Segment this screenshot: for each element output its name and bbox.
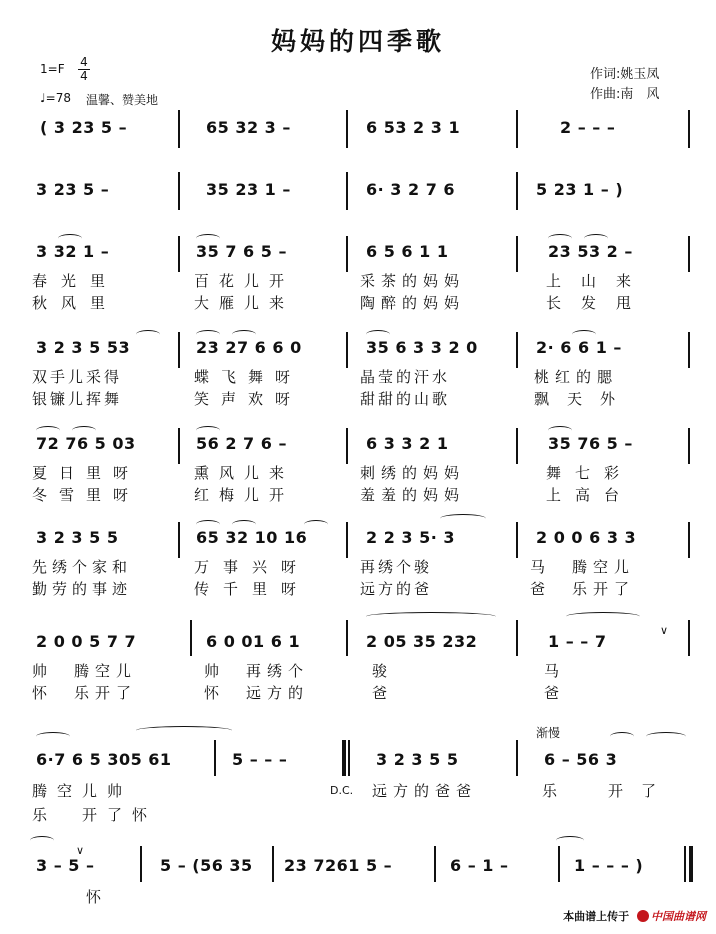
dc-marking: D.C. bbox=[330, 784, 354, 797]
lyric-verse-2: 怀 乐开了 bbox=[32, 684, 138, 702]
barline bbox=[516, 620, 518, 656]
barline bbox=[178, 332, 180, 368]
lyric-verse-2: 长发甩 bbox=[546, 294, 652, 312]
measure-notes: 5 23 1 – ) bbox=[536, 180, 624, 199]
lyric-verse-1: 远方的爸爸 bbox=[372, 782, 478, 800]
barline bbox=[178, 172, 180, 210]
lyric-verse-1: 百花儿开 bbox=[194, 272, 295, 290]
lyric-verse-1: 乐 开了 bbox=[542, 782, 675, 800]
composer-credit: 作曲:南 风 bbox=[590, 87, 660, 102]
lyric-verse-2: 怀 远方的 bbox=[204, 684, 310, 702]
measure-notes: 2 05 35 232 bbox=[366, 632, 478, 651]
upload-text: 本曲谱上传于 bbox=[563, 910, 630, 923]
slur bbox=[304, 520, 328, 529]
barline bbox=[178, 428, 180, 464]
barline bbox=[516, 522, 518, 558]
slur bbox=[556, 836, 584, 845]
lyric-verse-1: 采茶的妈妈 bbox=[360, 272, 466, 290]
barline bbox=[272, 846, 274, 882]
lyric-verse-1: 夏日里呀 bbox=[32, 464, 141, 482]
barline bbox=[558, 846, 560, 882]
measure-notes: 35 23 1 – bbox=[206, 180, 291, 199]
measure-notes: 5 – – – bbox=[232, 750, 288, 769]
lyric-verse-2: 爸 bbox=[544, 684, 561, 702]
measure-notes: 3 2 3 5 5 bbox=[36, 528, 119, 547]
lyric-verse-1: 马 腾空儿 bbox=[530, 558, 636, 576]
barline bbox=[516, 740, 518, 776]
measure-notes: 3 – 5 – bbox=[36, 856, 95, 875]
lyric-verse-2: 勤劳的事迹 bbox=[32, 580, 133, 598]
lyric-verse-2: 爸 bbox=[372, 684, 389, 702]
barline bbox=[346, 110, 348, 148]
barline bbox=[346, 620, 348, 656]
barline bbox=[688, 332, 690, 368]
ritardando-marking: 渐慢 bbox=[536, 726, 561, 740]
barline bbox=[516, 428, 518, 464]
barline bbox=[178, 110, 180, 148]
lyric-verse-2: 红梅儿开 bbox=[194, 486, 295, 504]
site-name: 中国曲谱网 bbox=[651, 910, 706, 923]
measure-notes: 3 2 3 5 53 bbox=[36, 338, 131, 357]
slur bbox=[30, 836, 54, 845]
expression-marking: 温馨、赞美地 bbox=[86, 93, 159, 107]
measure-notes: 2· 6 6 1 – bbox=[536, 338, 622, 357]
measure-notes: 3 23 5 – bbox=[36, 180, 110, 199]
barline bbox=[178, 522, 180, 558]
lyric-verse-1: 怀 bbox=[86, 888, 103, 906]
barline bbox=[688, 522, 690, 558]
lyricist-credit: 作词:姚玉凤 bbox=[590, 67, 660, 82]
measure-notes: 6 – 56 3 bbox=[544, 750, 618, 769]
time-signature bbox=[78, 56, 90, 83]
lyric-verse-2: 陶醉的妈妈 bbox=[360, 294, 466, 312]
barline bbox=[346, 522, 348, 558]
measure-notes: 35 6 3 3 2 0 bbox=[366, 338, 478, 357]
slur bbox=[136, 330, 160, 339]
barline bbox=[346, 428, 348, 464]
barline bbox=[516, 236, 518, 272]
barline bbox=[346, 332, 348, 368]
barline bbox=[516, 110, 518, 148]
barline bbox=[684, 846, 686, 882]
time-signature-top: 4 bbox=[80, 55, 88, 69]
lyric-verse-2: 远方的爸 bbox=[360, 580, 433, 598]
slur bbox=[136, 726, 232, 735]
lyric-verse-1: 骏 bbox=[372, 662, 389, 680]
lyric-verse-1: 蝶飞舞呀 bbox=[194, 368, 303, 386]
barline bbox=[434, 846, 436, 882]
lyric-verse-2: 秋风里 bbox=[32, 294, 120, 312]
slur bbox=[366, 612, 496, 621]
measure-notes: 56 2 7 6 – bbox=[196, 434, 287, 453]
measure-notes: 6 53 2 3 1 bbox=[366, 118, 461, 137]
lyric-verse-2: 冬雪里呀 bbox=[32, 486, 141, 504]
measure-notes: 1 – – 7 bbox=[548, 632, 607, 651]
lyric-verse-1: 舞七彩 bbox=[546, 464, 634, 482]
measure-notes: 1 – – – ) bbox=[574, 856, 644, 875]
barline bbox=[346, 172, 348, 210]
lyric-verse-1: 马 bbox=[544, 662, 561, 680]
slur bbox=[36, 732, 70, 741]
barline bbox=[178, 236, 180, 272]
measure-notes: 5 – (56 35 bbox=[160, 856, 253, 875]
lyric-verse-1: 帅 再绣个 bbox=[204, 662, 310, 680]
barline bbox=[688, 620, 690, 656]
tempo-marking: ♩=78 bbox=[40, 91, 71, 105]
barline bbox=[214, 740, 216, 776]
site-logo[interactable] bbox=[637, 908, 706, 924]
measure-notes: 23 53 2 – bbox=[548, 242, 633, 261]
barline bbox=[516, 172, 518, 210]
lyric-verse-1: 腾空儿帅 bbox=[32, 782, 133, 800]
measure-notes: 23 7261 5 – bbox=[284, 856, 393, 875]
measure-notes: 3 2 3 5 5 bbox=[376, 750, 459, 769]
lyric-verse-2: 羞羞的妈妈 bbox=[360, 486, 466, 504]
song-title: 妈妈的四季歌 bbox=[270, 27, 445, 56]
measure-notes: 2 0 0 6 3 3 bbox=[536, 528, 637, 547]
key-signature: 1=F bbox=[40, 62, 65, 76]
measure-notes: 6 3 3 2 1 bbox=[366, 434, 449, 453]
lyric-verse-1: 万事兴呀 bbox=[194, 558, 311, 576]
slur bbox=[610, 732, 634, 741]
lyric-verse-1: 再绣个骏 bbox=[360, 558, 433, 576]
time-signature-bottom: 4 bbox=[78, 69, 90, 83]
barline bbox=[190, 620, 192, 656]
measure-notes: 3 32 1 – bbox=[36, 242, 110, 261]
measure-notes: 65 32 3 – bbox=[206, 118, 291, 137]
lyric-verse-2: 甜甜的山歌 bbox=[360, 390, 451, 408]
lyric-verse-1: 刺绣的妈妈 bbox=[360, 464, 466, 482]
lyric-verse-2: 飘天外 bbox=[534, 390, 634, 408]
measure-notes: 35 76 5 – bbox=[548, 434, 633, 453]
barline bbox=[688, 110, 690, 148]
barline bbox=[348, 740, 350, 776]
lyric-verse-2: 上高台 bbox=[546, 486, 634, 504]
lyric-verse-1: 上山来 bbox=[546, 272, 652, 290]
measure-notes: 72 76 5 03 bbox=[36, 434, 136, 453]
lyric-verse-1: 桃红的腮 bbox=[534, 368, 619, 386]
measure-notes: 6 0 01 6 1 bbox=[206, 632, 301, 651]
lyric-verse-1: 双手儿采得 bbox=[32, 368, 123, 386]
barline bbox=[688, 428, 690, 464]
measure-notes: 2 2 3 5· 3 bbox=[366, 528, 456, 547]
final-barline bbox=[689, 846, 693, 882]
measure-notes: 65 32 10 16 bbox=[196, 528, 308, 547]
footer-credit bbox=[563, 908, 706, 924]
measure-notes: 6 5 6 1 1 bbox=[366, 242, 449, 261]
lyric-verse-1: 春光里 bbox=[32, 272, 120, 290]
lyric-verse-1: 帅 腾空儿 bbox=[32, 662, 138, 680]
barline bbox=[688, 236, 690, 272]
barline bbox=[346, 236, 348, 272]
measure-notes: ( 3 23 5 – bbox=[40, 118, 128, 137]
barline bbox=[516, 332, 518, 368]
measure-notes: 6 – 1 – bbox=[450, 856, 509, 875]
lyric-verse-1: 熏风儿来 bbox=[194, 464, 295, 482]
measure-notes: 2 – – – bbox=[560, 118, 616, 137]
lyric-verse-2: 爸 乐开了 bbox=[530, 580, 636, 598]
slur bbox=[646, 732, 686, 741]
lyric-verse-1: 先绣个家和 bbox=[32, 558, 133, 576]
site-logo-icon bbox=[637, 910, 649, 922]
breath-mark-icon: ∨ bbox=[76, 844, 85, 857]
lyric-verse-2: 乐 开了怀 bbox=[32, 806, 158, 824]
lyric-verse-1: 晶莹的汗水 bbox=[360, 368, 451, 386]
measure-notes: 35 7 6 5 – bbox=[196, 242, 287, 261]
measure-notes: 6· 3 2 7 6 bbox=[366, 180, 456, 199]
measure-notes: 6·7 6 5 305 61 bbox=[36, 750, 172, 769]
breath-mark-icon: ∨ bbox=[660, 624, 669, 637]
measure-notes: 2 0 0 5 7 7 bbox=[36, 632, 137, 651]
lyric-verse-2: 传千里呀 bbox=[194, 580, 311, 598]
lyric-verse-2: 笑声欢呀 bbox=[194, 390, 303, 408]
slur bbox=[440, 514, 486, 523]
slur bbox=[566, 612, 640, 621]
final-barline bbox=[342, 740, 346, 776]
measure-notes: 23 27 6 6 0 bbox=[196, 338, 302, 357]
lyric-verse-2: 银镰儿挥舞 bbox=[32, 390, 123, 408]
lyric-verse-2: 大雁儿来 bbox=[194, 294, 295, 312]
barline bbox=[140, 846, 142, 882]
